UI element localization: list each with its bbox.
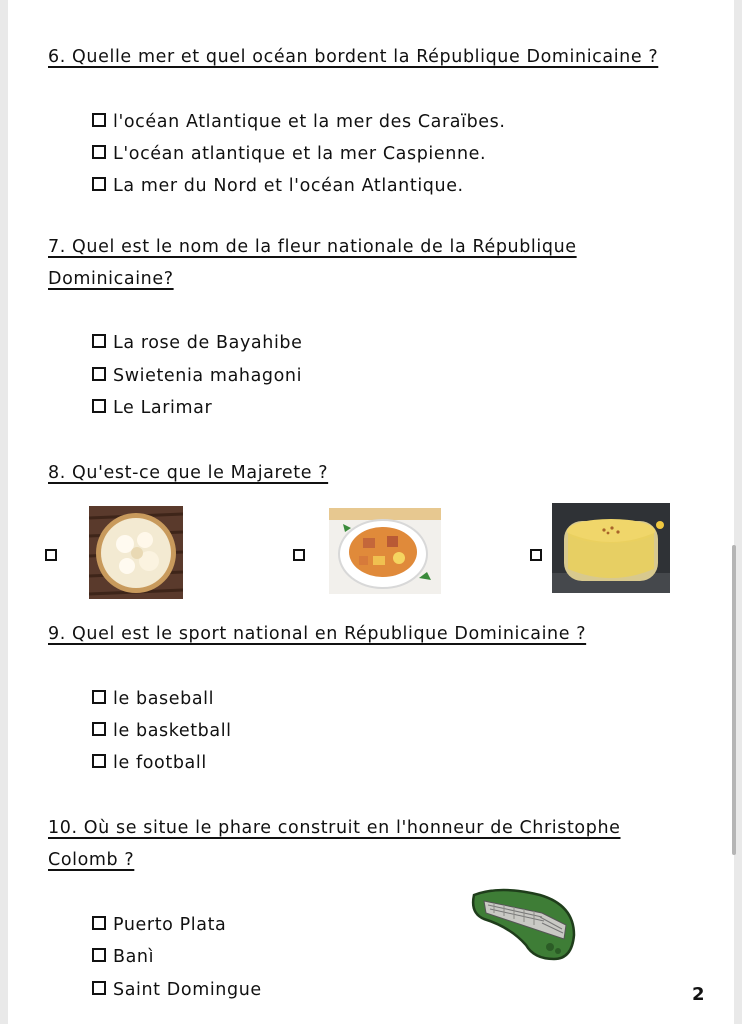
q6-option-2[interactable]: L'océan atlantique et la mer Caspienne.: [92, 142, 486, 166]
question-10-title-line1: 10. Où se situe le phare construit en l'honneur de Christophe: [48, 818, 621, 838]
question-7-title-line1: 7. Quel est le nom de la fleur nationale de la République: [48, 237, 577, 257]
question-8-title: 8. Qu'est-ce que le Majarete ?: [48, 463, 329, 483]
q10-option-3[interactable]: Saint Domingue: [92, 978, 262, 1002]
coconut-pie-icon: [89, 506, 183, 599]
q7-option-1[interactable]: La rose de Bayahibe: [92, 331, 302, 355]
question-7-title-line2: Dominicaine?: [48, 269, 174, 289]
question-6-title: 6. Quelle mer et quel océan bordent la République Dominicaine ?: [48, 47, 659, 67]
q10-option-2[interactable]: Banì: [92, 945, 154, 969]
q9-option-2[interactable]: le basketball: [92, 719, 232, 743]
q6-option-3[interactable]: La mer du Nord et l'océan Atlantique.: [92, 174, 464, 198]
q8-checkbox-3[interactable]: [530, 549, 542, 561]
scrollbar[interactable]: [732, 545, 736, 855]
checkbox-icon[interactable]: [92, 399, 106, 413]
checkbox-icon[interactable]: [92, 145, 106, 159]
question-9-title: 9. Quel est le sport national en République Dominicaine ?: [48, 624, 587, 644]
checkbox-icon[interactable]: [92, 177, 106, 191]
checkbox-icon[interactable]: [92, 690, 106, 704]
checkbox-icon[interactable]: [92, 916, 106, 930]
checkbox-icon[interactable]: [92, 367, 106, 381]
q8-checkbox-1[interactable]: [45, 549, 57, 561]
page-number: 2: [692, 984, 705, 1005]
checkbox-icon[interactable]: [92, 981, 106, 995]
q9-option-3[interactable]: le football: [92, 751, 207, 775]
checkbox-icon[interactable]: [92, 334, 106, 348]
stew-bowl-icon: [329, 508, 441, 594]
q8-checkbox-2[interactable]: [293, 549, 305, 561]
checkbox-icon[interactable]: [92, 113, 106, 127]
checkbox-icon[interactable]: [92, 722, 106, 736]
checkbox-icon[interactable]: [92, 754, 106, 768]
checkbox-icon[interactable]: [92, 948, 106, 962]
lighthouse-monument-icon: [470, 887, 576, 961]
q6-option-1[interactable]: l'océan Atlantique et la mer des Caraïbes.: [92, 110, 506, 134]
q9-option-1[interactable]: le baseball: [92, 687, 214, 711]
q7-option-3[interactable]: Le Larimar: [92, 396, 212, 420]
q7-option-2[interactable]: Swietenia mahagoni: [92, 364, 302, 388]
question-10-title-line2: Colomb ?: [48, 850, 135, 870]
corn-pudding-icon: [552, 503, 670, 593]
q10-option-1[interactable]: Puerto Plata: [92, 913, 226, 937]
